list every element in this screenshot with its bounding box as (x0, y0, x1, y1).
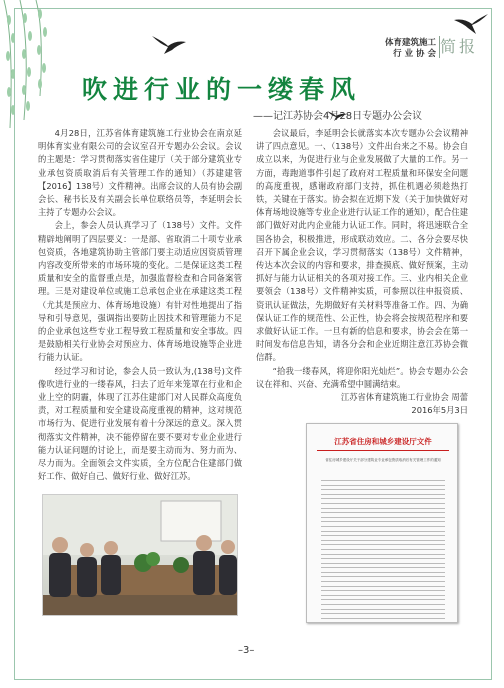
paragraph: 经过学习和讨论，参会人员一致认为,(138号)文件像吹进行业的一缕春风，扫去了近年来笼罩在行业和企业上空的阴霾，体现了江苏住建部门对人民群众高度负责，对工程质量和安全建设高度重视的精神，这对规范市场行为、促进行业发展有着十分深远的意义。深入贯彻落实文件精神，决不能停留在要不要对专业企业进行能力认证问题的讨论上，而是要主动而为、努力而为、尽力而为。全面领会文件实质，全方位配合住建部门做好工作、做好自己、做好行业、做好江苏。 (38, 365, 242, 482)
page-number: –3– (238, 645, 255, 656)
paragraph: 会上，参会人员认真学习了（138号）文件。文件精辟地阐明了四层要义：一是部、省取消二十项专业承包资质，各地建筑协助主管部门要主动适应因资质管理内容改变所带来的市场环境的变化。二是保证这类工程质量和安全的监督重点是，加强监督检查和合同备案管理。三是对建设单位或施工总承包企业在承建这类工程（尤其是预应力、体育场地设施）有针对性地提出了指导和引导意见，强调指出要防止因技术和管理能力不足的企业承包这些专业工程导致工程质量和安全事故。四是鼓励相关行业协会对预应力、体育场地设施等企业进行能力认证。 (38, 220, 242, 363)
article-subtitle: ——记江苏协会4月28日专题办公会议 (253, 111, 423, 122)
willow-branch-decoration (0, 0, 64, 130)
meeting-photo-image (43, 495, 238, 616)
swallow-icon (450, 12, 490, 36)
article-date: 2016年5月3日 (411, 405, 468, 416)
paragraph: 4月28日，江苏省体育建筑施工行业协会在南京延明体育实业有限公司的会议室召开专题办公会议。会议的主题是：学习贯彻落实省住建厅（关于部分建筑业专业承包资质取消后有关管理工作的通知）（苏建建管【2016】138号）文件精神。出席会议的人员有协会副会长、秘书长及有关副会长单位联络员等，李延明会长主持了专题办公会议。 (38, 128, 242, 218)
swallow-icon (150, 34, 188, 56)
article-column-right (256, 127, 468, 417)
org-name-line2: 行 业 协 会 (393, 49, 436, 59)
inset-document-rule (317, 450, 449, 451)
meeting-photo (42, 494, 238, 616)
signature: 江苏省体育建筑施工行业协会 周蕾 (340, 392, 468, 403)
article-column-left (38, 127, 242, 483)
paragraph: “拾我一缕春风，将迎你阳光灿烂”。协会专题办公会议在祥和、兴奋、充满希望中圆满结束。 (256, 365, 468, 389)
inset-document-heading: 江苏省住房和城乡建设厅文件 (334, 437, 432, 446)
inset-document-subheading: 省住房城乡建设厅关于部分建筑业专业承包资质取消后有关管理工作的通知 (325, 458, 441, 462)
org-name-line1: 体育建筑施工 (384, 38, 436, 48)
org-name (376, 38, 436, 60)
article-title: 吹进行业的一缕春风 (82, 75, 362, 104)
publication-name: 简报 (440, 37, 479, 56)
inset-document-image (306, 423, 458, 623)
paragraph: 会议最后，李延明会长就落实本次专题办公会议精神讲了四点意见。一、（138号）文件出台来之不易。协会自成立以来，为促进行业与企业发展做了大量的工作。另一方面，毒跑道事件引起了政府对工程质量和环保安全问题的高度重视，感谢政府部门支持，抓住机遇必须趁热打铁，关键在于落实。协会拟在近期下发（关于加快做好对体育场地设施等专业企业进行认证工作的通知），配合住建部门做好对此内企业能力认证工作。同时，将迅速联合全国各协会，积极推进，形成联动效应。二、各分会要尽快召开下属企业会议，学习贯彻落实（138号）文件精神，传达本次会议的内容和要求，排查摸底、做好预案，主动抓好与能力认证相关的各项对接工作。三、业内相关企业要领会（138号）文件精神实质，可参照以往申报资质、资讯认证做法，先期做好有关材料等准备工作。四、为确保认证工作的规范性、公正性，协会将会按规范程序和要求做好认证工作。一旦有新的信息和要求，协会会在第一时间发布信息告知，请各分会和企业近期注意江苏协会微信群。 (256, 128, 468, 363)
inset-document-text-lines (321, 480, 445, 627)
